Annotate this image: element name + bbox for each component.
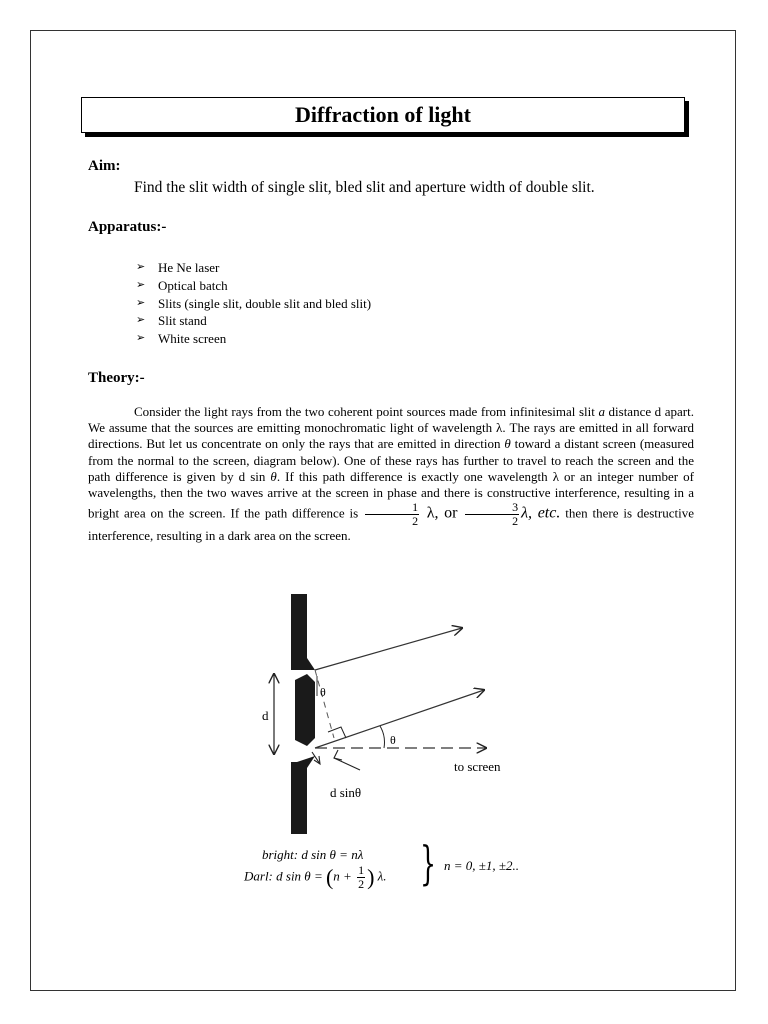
label-d: d [262, 708, 269, 723]
dsin-arrow-right [334, 758, 360, 770]
aim-heading: Aim: [88, 158, 121, 174]
arrow-bullet-icon: ➢ [136, 278, 146, 291]
label-dsin: d sinθ [330, 785, 362, 800]
arrow-bullet-icon: ➢ [136, 332, 146, 345]
theory-heading: Theory:- [88, 370, 145, 386]
label-to-screen: to screen [454, 759, 501, 774]
barrier-bottom [291, 762, 307, 834]
equation-bright: bright: d sin θ = nλ [262, 847, 364, 862]
apparatus-heading: Apparatus:- [88, 219, 167, 235]
aim-text: Find the slit width of single slit, bled slit and aperture width of double slit. [134, 179, 595, 196]
fraction-three-halves: $\frac{3}{2}$ [465, 501, 519, 528]
double-slit-diagram [262, 586, 512, 836]
dsin-arrowhead-right [334, 750, 342, 760]
fraction-one-half: $\frac{1}{2}$ [365, 501, 419, 528]
lower-ray [315, 690, 484, 748]
title-box [81, 97, 685, 133]
equation-dark: Darl: d sin θ = (n + $\frac{1}{2}$ ) λ. [244, 863, 387, 891]
list-item: ➢ Optical batch [136, 277, 228, 293]
page-title: Diffraction of light [295, 102, 471, 127]
label-theta-angle: θ [390, 733, 396, 747]
arrow-bullet-icon: ➢ [136, 296, 146, 309]
arrow-bullet-icon: ➢ [136, 261, 146, 273]
list-item: ➢ Slits (single slit, double slit and bled slit) [136, 295, 372, 311]
equation-brace: } [420, 836, 437, 890]
list-item: ➢ He Ne laser [136, 260, 220, 275]
theory-paragraph: Consider the light rays from the two coherent point sources made from infinitesimal slit a distance d apart. We assume that the sources are emitting monochromatic light of wavelength λ. The rays are emitted in all forward directions. But let us concentrate on only the rays that are emitted in direction θ toward a distant screen (measured from the normal to the screen, diagram below). One of these rays has further to travel to reach the screen and the path difference is given by d sin θ. If this path difference is exactly one wavelength λ or an integer number of wavelengths, then the two waves arrive at the screen in phase and there is constructive interference, resulting in a bright area on the screen. If the path difference is $\frac{1}{2}$ λ, or $\frac{3}{2}$ λ, etc. then there is destructive interference, resulting in a dark area on the screen. [88, 404, 695, 544]
perpendicular-dashed [315, 670, 334, 738]
label-theta-top: θ [320, 685, 326, 699]
right-angle-marker [328, 727, 346, 738]
theta-arc [380, 726, 385, 748]
equation-n-values: n = 0, ±1, ±2.. [444, 858, 520, 873]
list-item: ➢ Slit stand [136, 313, 207, 329]
barrier-middle [295, 674, 315, 746]
upper-ray [315, 628, 462, 670]
barrier-notch-top [291, 658, 315, 670]
arrow-bullet-icon: ➢ [136, 314, 146, 327]
apparatus-list [136, 259, 371, 348]
list-item: ➢ White screen [136, 331, 227, 347]
